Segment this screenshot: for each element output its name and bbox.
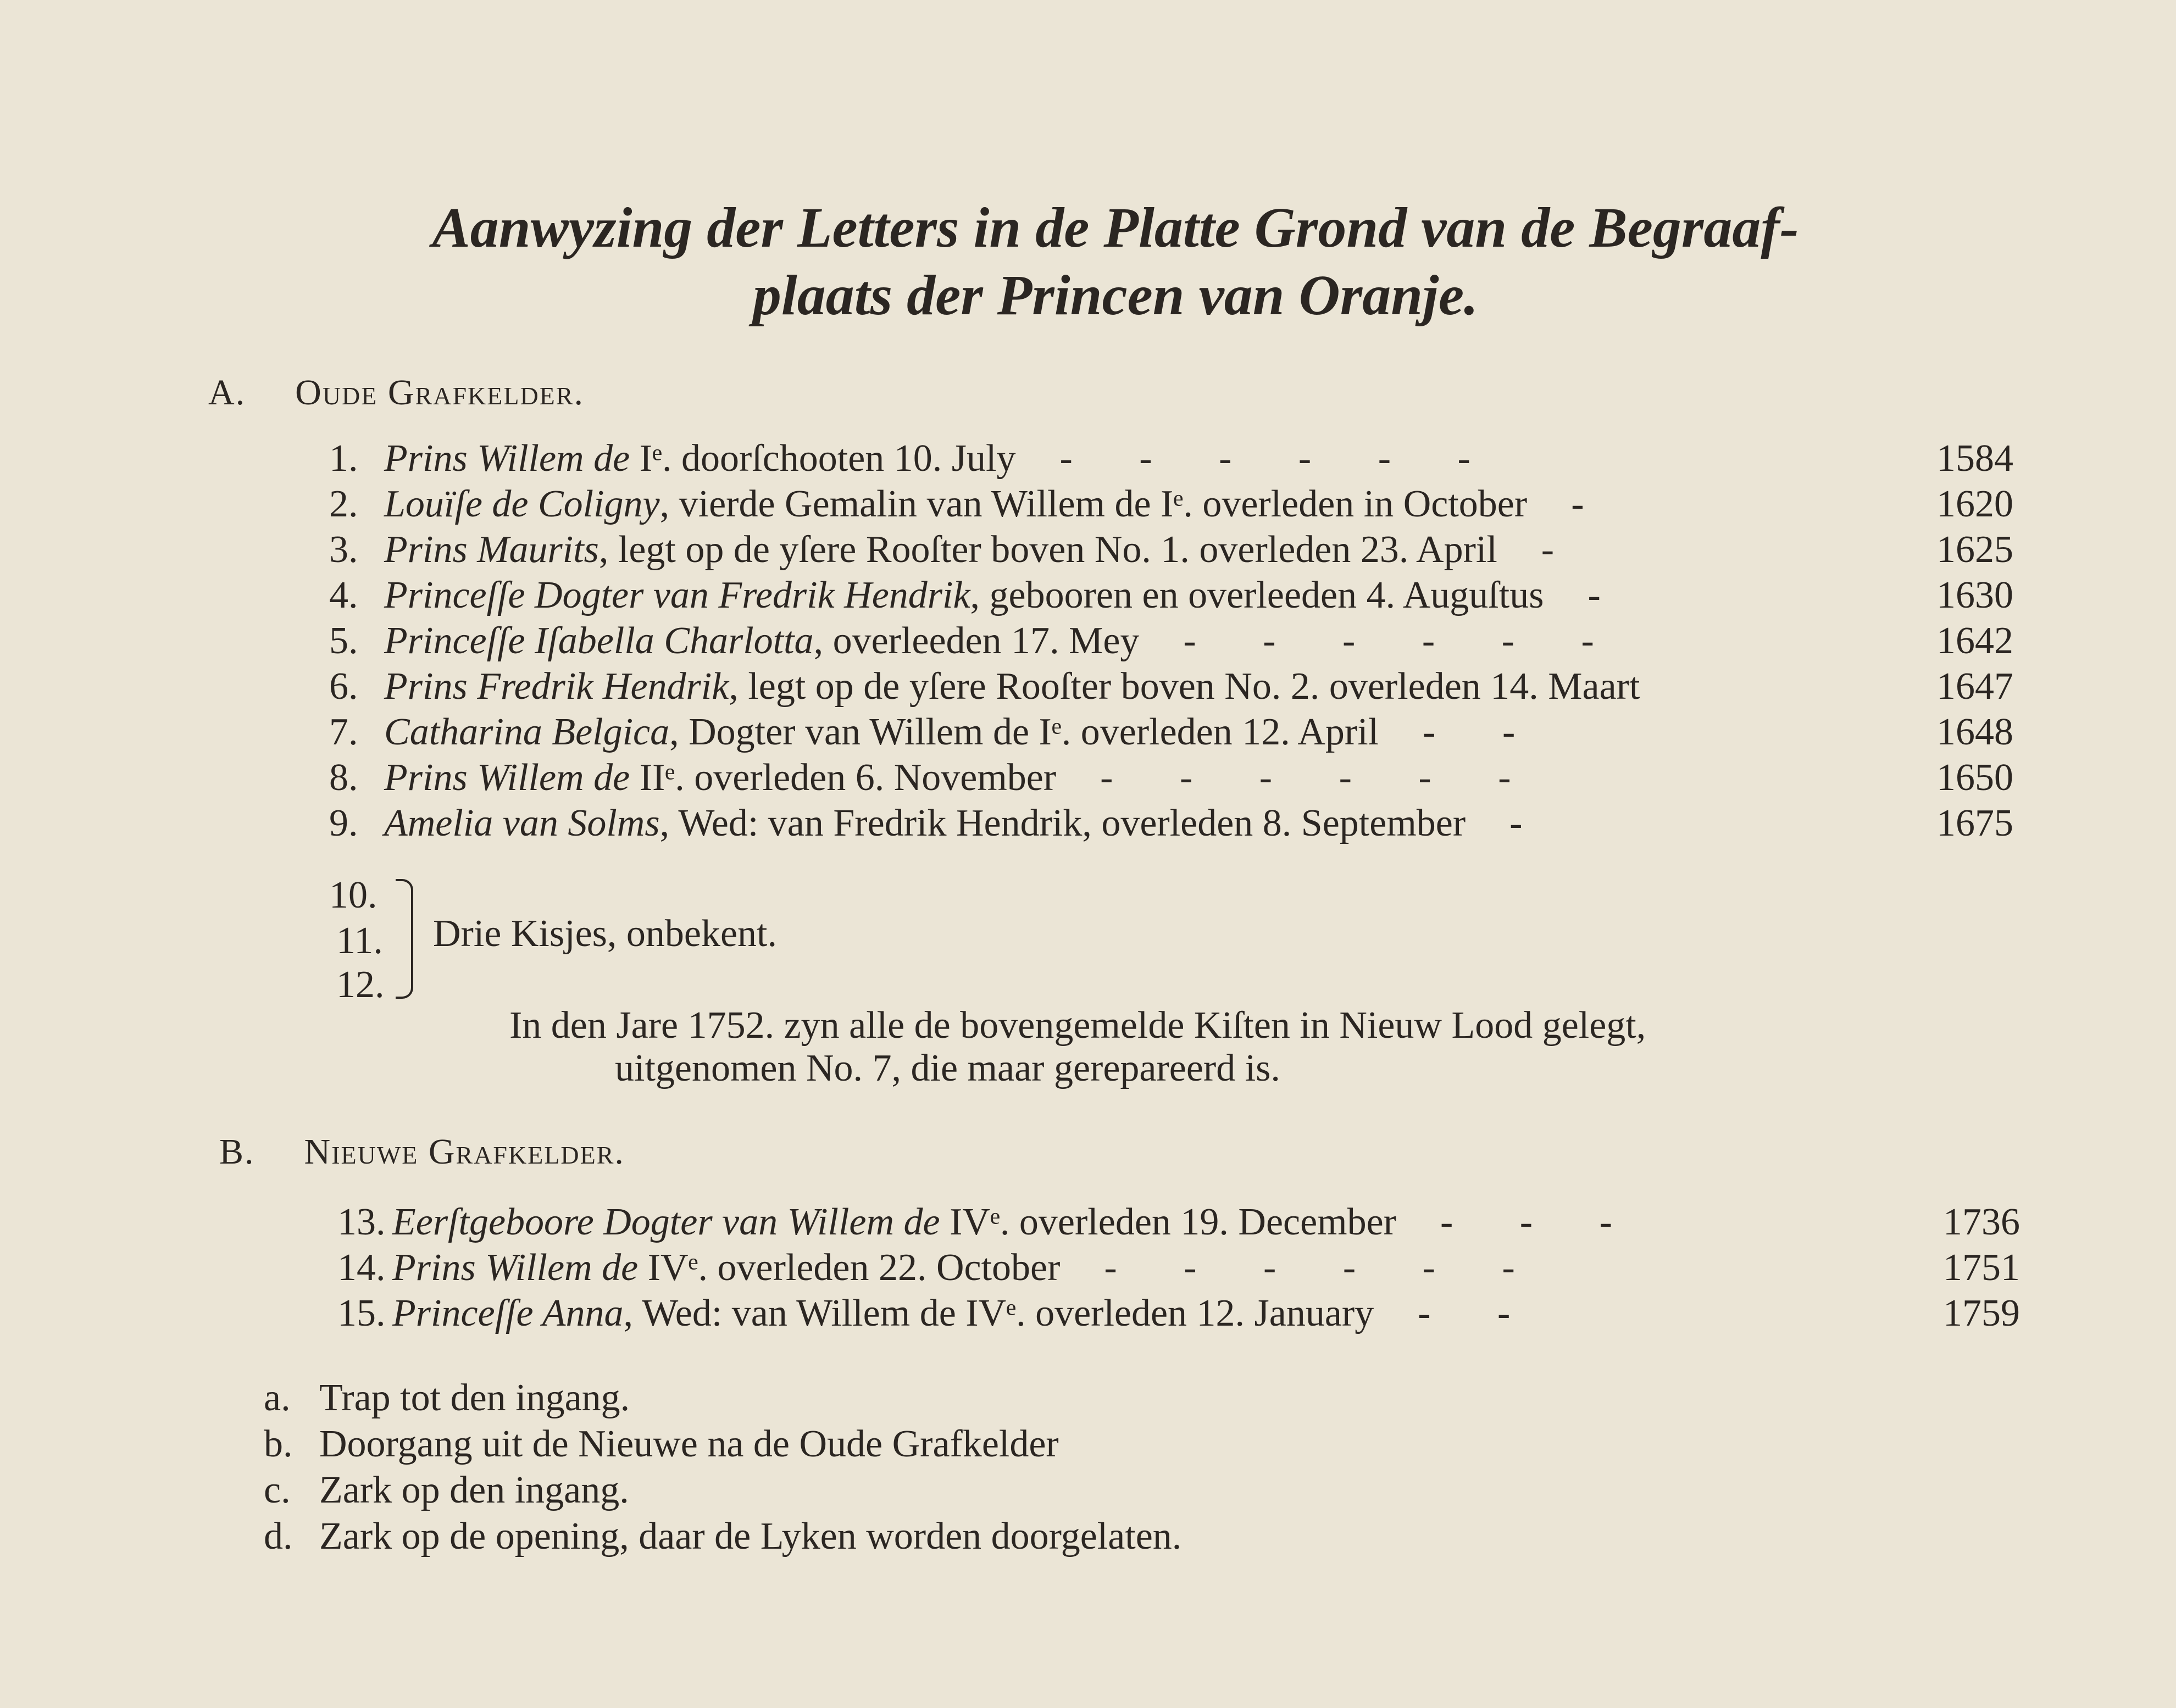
entry-row	[329, 753, 1540, 803]
entry-number: 5.	[329, 620, 358, 662]
entry-row	[329, 799, 1551, 848]
entry-description: , vierde Gemalin van Willem de Iᵉ. overleden in October	[659, 483, 1528, 525]
entry-row	[337, 1289, 1539, 1338]
leader-dashes: - - -	[1440, 1201, 1641, 1243]
legend-letter: b.	[264, 1423, 293, 1465]
entry-description: , Dogter van Willem de Iᵉ. overleden 12. April	[669, 711, 1379, 753]
entry-row	[329, 708, 1544, 757]
entry-year: 1736	[1943, 1201, 2020, 1243]
legend-text: Zark op de opening, daar de Lyken worden doorgelaten.	[319, 1515, 1182, 1557]
unknown-num-11: 11.	[336, 920, 383, 962]
entry-row	[329, 571, 1629, 620]
section-label: Nieuwe Grafkelder.	[304, 1132, 625, 1172]
entry-year: 1642	[1936, 620, 2013, 662]
entry-description: , legt op de yſere Rooſter boven No. 1. overleden 23. April	[598, 528, 1497, 571]
entry-year: 1650	[1936, 756, 2013, 799]
note-line-2: uitgenomen No. 7, die maar gerepareerd is.	[615, 1047, 1280, 1089]
unknown-text: Drie Kisjes, onbekent.	[433, 913, 777, 955]
entry-name: Prins Willem de	[392, 1247, 639, 1289]
leader-dashes: -	[1541, 528, 1583, 571]
entry-row	[329, 480, 1613, 529]
unknown-num-10: 10.	[329, 874, 378, 916]
entry-year: 1630	[1936, 574, 2013, 616]
entry-description: IIᵉ. overleden 6. November	[630, 756, 1057, 799]
entry-name: Prins Maurits	[384, 528, 599, 571]
entry-number: 3.	[329, 528, 358, 571]
entry-year: 1584	[1936, 437, 2013, 480]
leader-dashes: - -	[1423, 711, 1544, 753]
entry-description: , legt op de yſere Rooſter boven No. 2. overleden 14. Maart	[729, 665, 1640, 708]
entry-name: Louïſe de Coligny	[384, 483, 660, 525]
entry-description: , Wed: van Fredrik Hendrik, overleden 8. September	[659, 802, 1466, 844]
entry-year: 1751	[1943, 1247, 2020, 1289]
entry-year: 1620	[1936, 483, 2013, 525]
section-label: Oude Grafkelder.	[295, 372, 584, 413]
entry-number: 2.	[329, 483, 358, 525]
entry-number: 8.	[329, 756, 358, 799]
entry-number: 4.	[329, 574, 358, 616]
entry-description: , gebooren en overleeden 4. Auguſtus	[970, 574, 1544, 616]
entry-row	[329, 616, 1623, 666]
section-letter: A.	[208, 372, 246, 413]
entry-number: 13.	[337, 1201, 386, 1243]
entry-year: 1647	[1936, 665, 2013, 708]
entry-row	[337, 1243, 1544, 1293]
leader-dashes: - - - - - -	[1100, 756, 1540, 799]
entry-description: , overleeden 17. Mey	[813, 620, 1140, 662]
legend-letter: d.	[264, 1515, 293, 1557]
title-line-2: plaats der Princen van Oranje.	[752, 264, 1479, 327]
entry-number: 1.	[329, 437, 358, 480]
legend-item	[264, 1466, 629, 1515]
legend-text: Zark op den ingang.	[319, 1469, 629, 1511]
entry-row	[329, 525, 1583, 575]
entry-year: 1675	[1936, 802, 2013, 844]
note-line-1: In den Jare 1752. zyn alle de bovengemelde Kiſten in Nieuw Lood gelegt,	[509, 1004, 1646, 1047]
entry-description: IVᵉ. overleden 22. October	[638, 1247, 1061, 1289]
entry-row	[329, 434, 1499, 483]
entry-number: 9.	[329, 802, 358, 844]
entry-description: Iᵉ. doorſchooten 10. July	[630, 437, 1016, 480]
legend-item	[264, 1373, 630, 1423]
leader-dashes: - - - - - -	[1059, 437, 1499, 480]
title-line-1: Aanwyzing der Letters in de Platte Grond van de Begraaf-	[432, 196, 1799, 259]
entry-name: Amelia van Solms	[384, 802, 660, 844]
leader-dashes: - - - - - -	[1104, 1247, 1544, 1289]
entry-name: Prins Willem de	[384, 756, 630, 799]
entry-number: 14.	[337, 1247, 386, 1289]
section-b-heading	[219, 1127, 625, 1177]
entry-name: Eerſtgeboore Dogter van Willem de	[392, 1201, 940, 1243]
entry-number: 7.	[329, 711, 358, 753]
entry-row	[329, 662, 1684, 711]
legend-letter: c.	[264, 1469, 291, 1511]
entry-year: 1625	[1936, 528, 2013, 571]
brace	[396, 879, 413, 999]
entry-row	[337, 1198, 1641, 1247]
leader-dashes: -	[1587, 574, 1629, 616]
section-a-heading	[208, 368, 584, 418]
entry-year: 1759	[1943, 1292, 2020, 1334]
entry-name: Princeſſe Dogter van Fredrik Hendrik	[384, 574, 970, 616]
unknown-num-12: 12.	[336, 964, 385, 1006]
leader-dashes: -	[1571, 483, 1613, 525]
entry-description: , Wed: van Willem de IVᵉ. overleden 12. January	[623, 1292, 1374, 1334]
legend-text: Trap tot den ingang.	[319, 1377, 630, 1419]
legend-text: Doorgang uit de Nieuwe na de Oude Grafkelder	[319, 1423, 1059, 1465]
entry-name: Prins Fredrik Hendrik	[384, 665, 729, 708]
entry-number: 15.	[337, 1292, 386, 1334]
legend-item	[264, 1420, 1059, 1469]
entry-year: 1648	[1936, 711, 2013, 753]
entry-number: 6.	[329, 665, 358, 708]
entry-name: Princeſſe Anna	[392, 1292, 624, 1334]
entry-description: IVᵉ. overleden 19. December	[940, 1201, 1396, 1243]
entry-name: Catharina Belgica	[384, 711, 670, 753]
legend-item	[264, 1512, 1181, 1561]
section-letter: B.	[219, 1132, 255, 1172]
leader-dashes: - - - - - -	[1183, 620, 1623, 662]
leader-dashes: - -	[1418, 1292, 1539, 1334]
legend-letter: a.	[264, 1377, 291, 1419]
entry-name: Prins Willem de	[384, 437, 630, 480]
entry-name: Princeſſe Iſabella Charlotta	[384, 620, 814, 662]
leader-dashes: -	[1509, 802, 1551, 844]
